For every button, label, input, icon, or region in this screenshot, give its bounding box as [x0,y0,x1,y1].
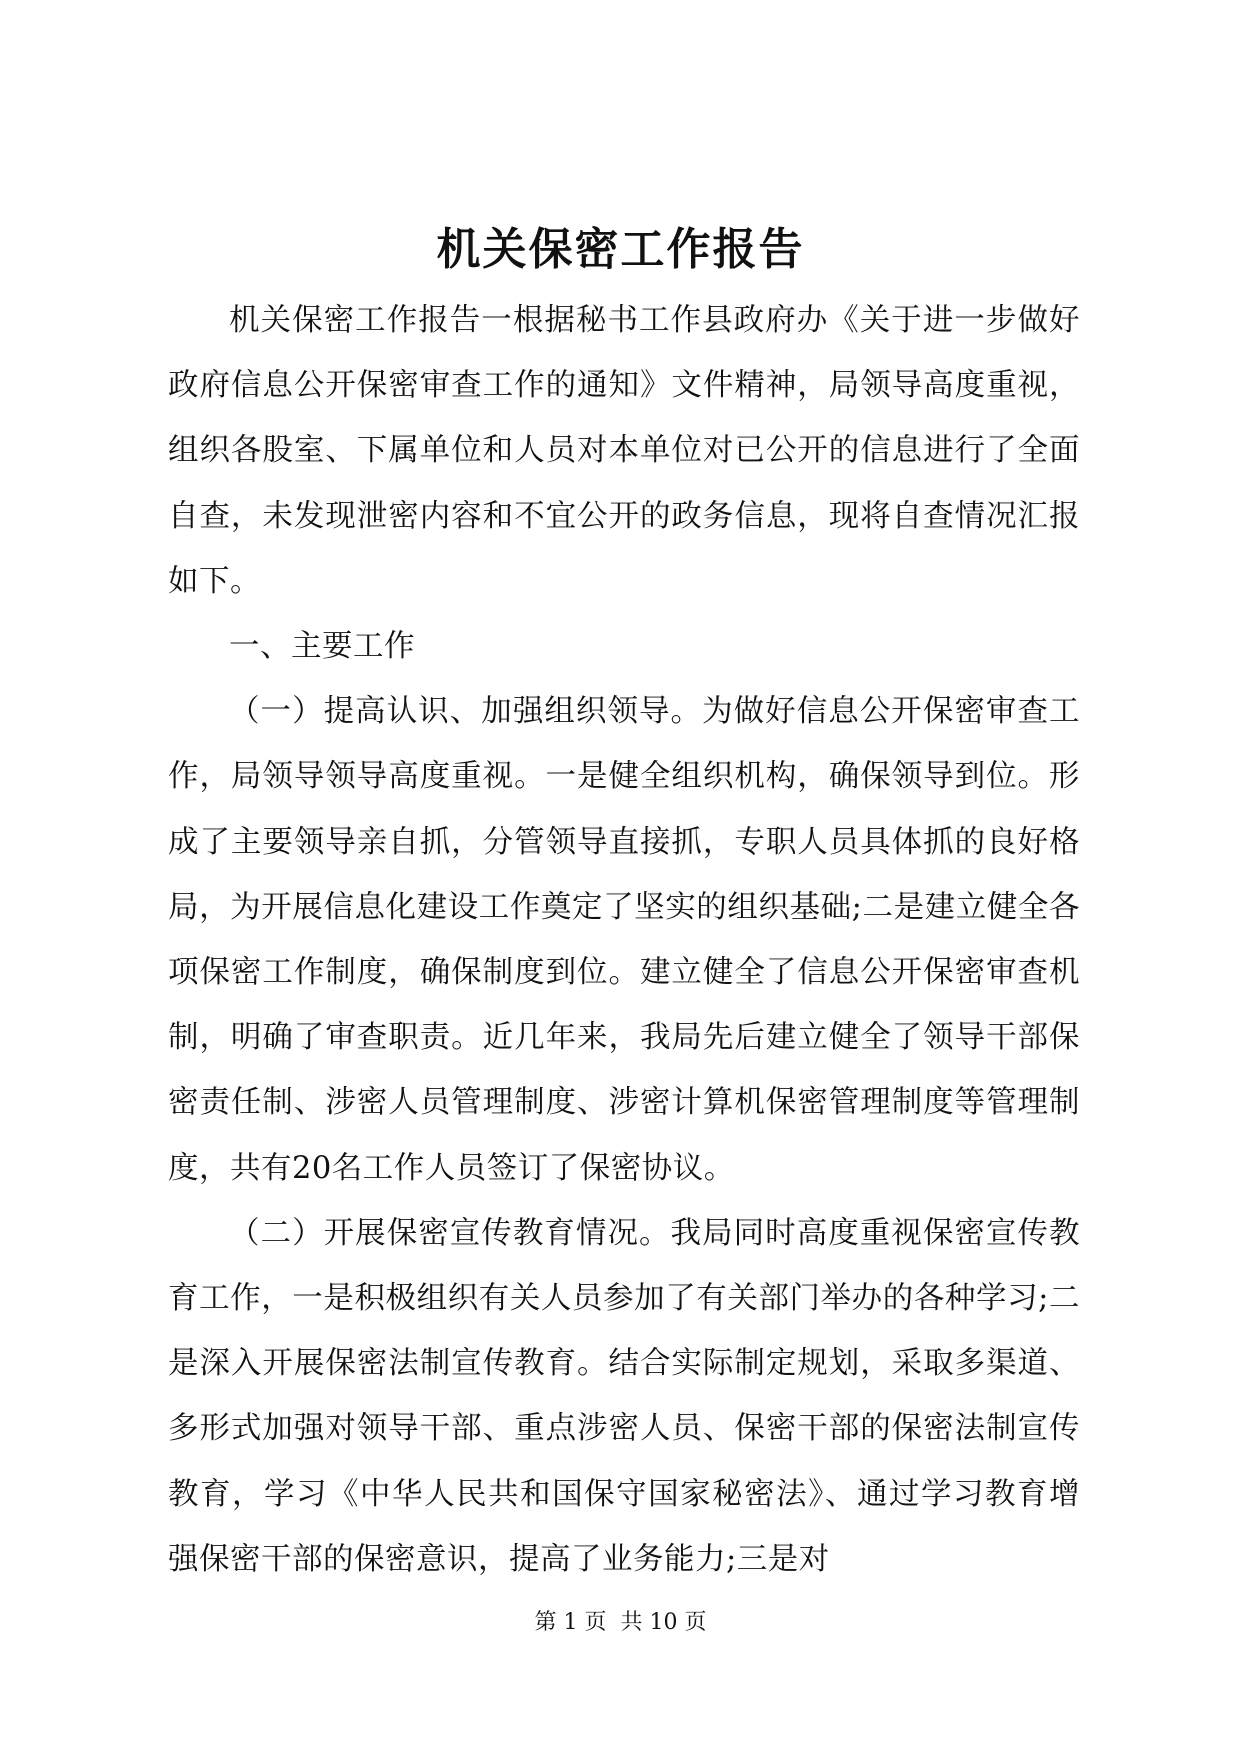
page-number: 第 1 页 [534,1610,607,1635]
document-body [168,288,1080,1592]
document-title: 机关保密工作报告 [436,224,805,275]
page-footer [0,1608,1241,1638]
page-total: 共 10 页 [620,1610,707,1635]
paragraph-publicity-education: （二）开展保密宣传教育情况。我局同时高度重视保密宣传教育工作，一是积极组织有关人员参加了有关部门举办的各种学习;二是深入开展保密法制宣传教育。结合实际制定规划，采取多渠道、多形式加强对领导干部、重点涉密人员、保密干部的保密法制宣传教育，学习《中华人民共和国保守国家秘密法》、通过学习教育增强保密干部的保密意识，提高了业务能力;三是对 [168,1215,1080,1577]
section-heading-main-work: 一、主要工作 [229,629,415,665]
paragraph-intro: 机关保密工作报告一根据秘书工作县政府办《关于进一步做好政府信息公开保密审查工作的通知》文件精神，局领导高度重视，组织各股室、下属单位和人员对本单位对已公开的信息进行了全面自查，未发现泄密内容和不宜公开的政务信息，现将自查情况汇报如下。 [168,303,1080,599]
paragraph-organization-leadership: （一）提高认识、加强组织领导。为做好信息公开保密审查工作，局领导领导高度重视。一是健全组织机构，确保领导到位。形成了主要领导亲自抓，分管领导直接抓，专职人员具体抓的良好格局，为开展信息化建设工作奠定了坚实的组织基础;二是建立健全各项保密工作制度，确保制度到位。建立健全了信息公开保密审查机制，明确了审查职责。近几年来，我局先后建立健全了领导干部保密责任制、涉密人员管理制度、涉密计算机保密管理制度等管理制度，共有20名工作人员签订了保密协议。 [168,694,1080,1186]
